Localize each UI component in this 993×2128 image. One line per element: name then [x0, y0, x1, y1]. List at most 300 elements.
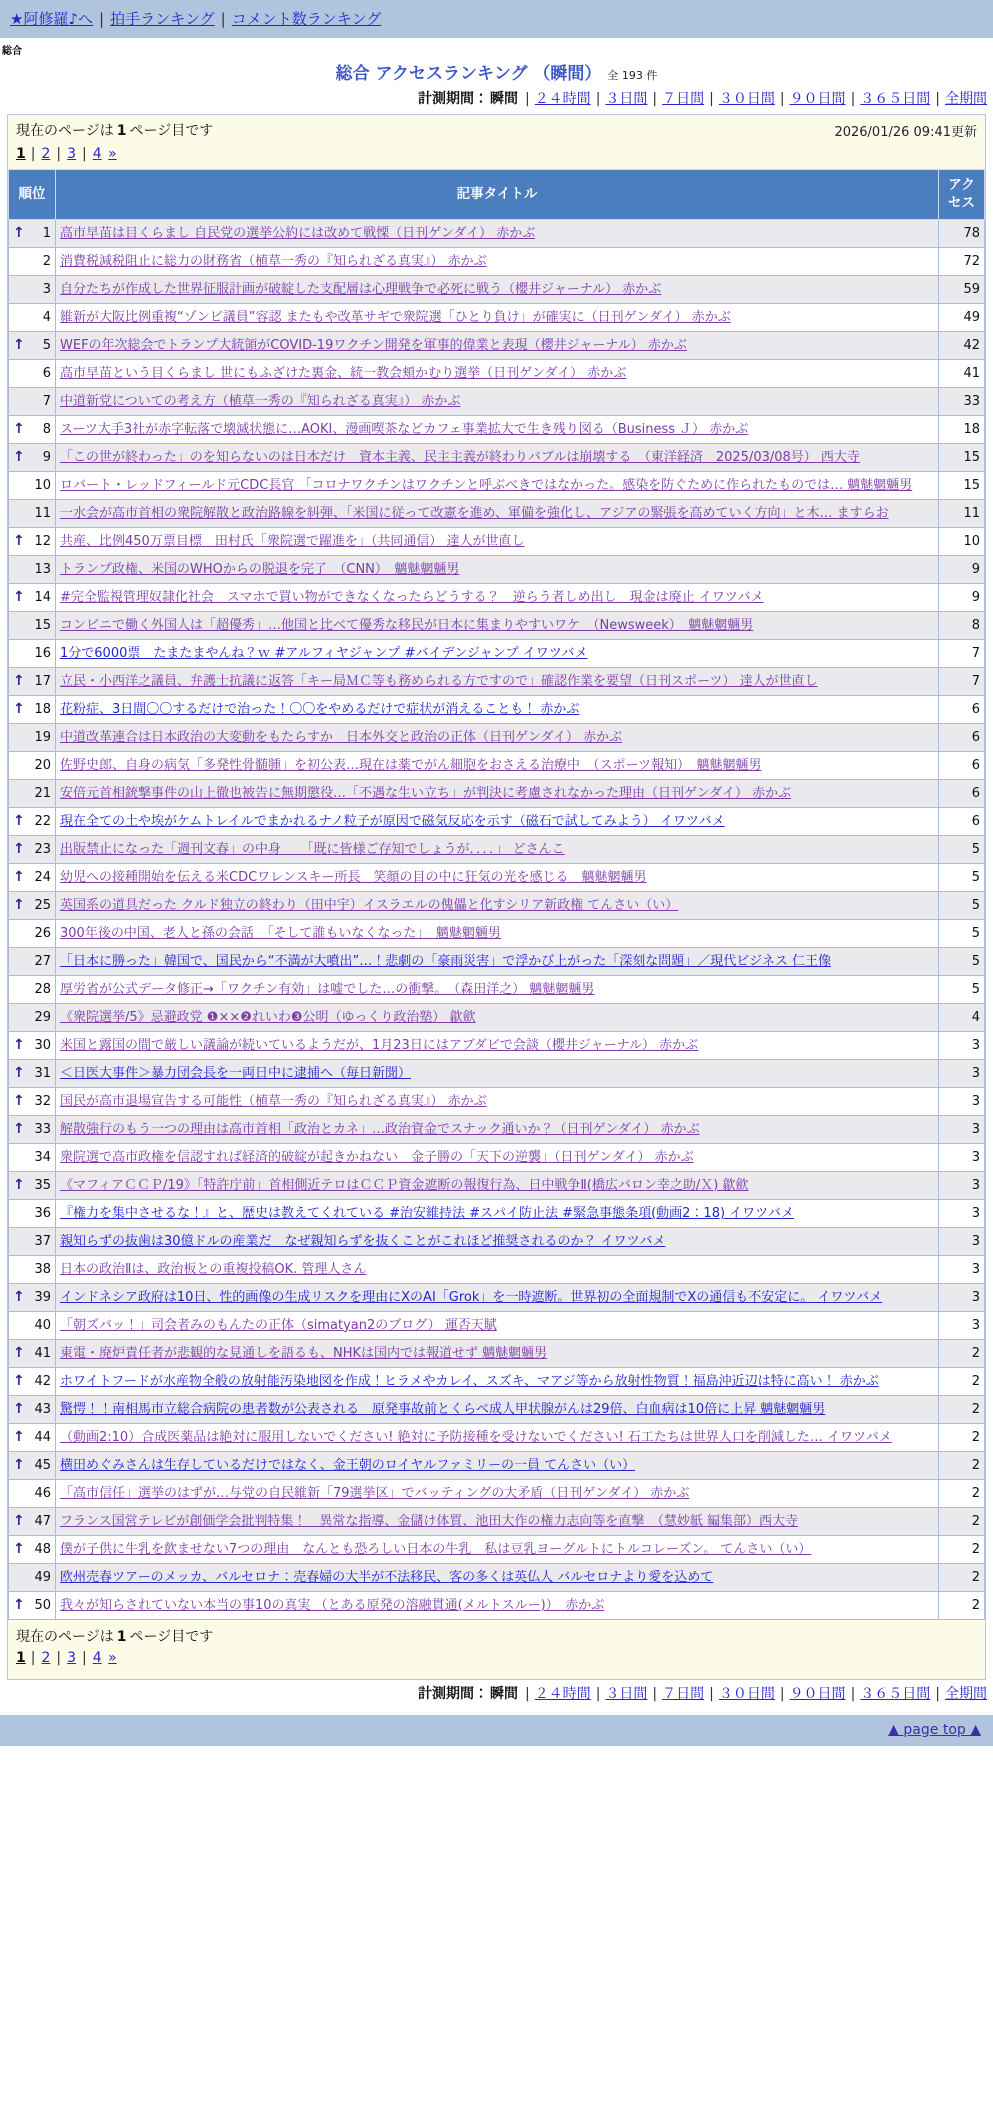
- access-count: 15: [939, 444, 985, 472]
- period-option-1[interactable]: ２４時間: [534, 91, 591, 107]
- rank-cell: [9, 220, 56, 248]
- title-cell: [56, 1536, 939, 1564]
- access-count: 3: [939, 1172, 985, 1200]
- period-option-6[interactable]: ３６５日間: [860, 91, 931, 107]
- pagination-page-4[interactable]: 4: [92, 1650, 102, 1667]
- article-link[interactable]: 中道新党についての考え方（植草一秀の『知られざる真実』） 赤かぶ: [60, 393, 461, 409]
- title-cell: [56, 836, 939, 864]
- title-cell: [56, 1424, 939, 1452]
- rank-cell: [9, 1116, 56, 1144]
- period-option-2[interactable]: ３日間: [605, 1686, 648, 1703]
- rank-up-arrow-icon: ↑: [13, 869, 25, 886]
- article-link[interactable]: 1分で6000票 たまたまやんね？ｗ #アルフィヤジャンプ #バイデンジャンプ イワツバメ: [60, 645, 588, 661]
- top-nav-bar: [0, 0, 993, 38]
- article-link[interactable]: 横田めぐみさんは生存しているだけではなく、金王朝のロイヤルファミリーの一員 てんさい（い）: [60, 1457, 636, 1473]
- access-count: 5: [939, 836, 985, 864]
- table-row: [9, 1564, 985, 1592]
- title-cell: [56, 472, 939, 500]
- pagination-page-2[interactable]: 2: [41, 146, 51, 162]
- rank-up-arrow-icon: ↑: [13, 1513, 25, 1530]
- period-option-2[interactable]: ３日間: [605, 91, 648, 107]
- table-row: [9, 1256, 985, 1284]
- rank-up-arrow-icon: ↑: [13, 1457, 25, 1474]
- rank-cell: [9, 1452, 56, 1480]
- rank-up-arrow-icon: ↑: [13, 1065, 25, 1082]
- title-cell: [56, 612, 939, 640]
- rank-cell: [9, 1508, 56, 1536]
- article-link[interactable]: 《マフィアＣＣＰ/19》「特許庁前」首相側近テロはＣＣＰ資金遮断の報復行為、日中戦争Ⅱ(橋広バロン幸之助/Ｘ) 歙歛: [60, 1177, 749, 1193]
- rank-up-arrow-icon: ↑: [13, 897, 25, 914]
- separator: |: [30, 146, 36, 162]
- separator: |: [935, 1686, 940, 1703]
- period-option-4[interactable]: ３０日間: [718, 91, 775, 107]
- title-cell: [56, 808, 939, 836]
- access-count: 2: [939, 1396, 985, 1424]
- title-cell: [56, 948, 939, 976]
- rank-cell: [9, 1228, 56, 1256]
- rank-cell: [9, 444, 56, 472]
- table-row: [9, 1032, 985, 1060]
- rank-number: 33: [34, 1122, 51, 1138]
- rank-up-arrow-icon: ↑: [13, 1401, 25, 1418]
- page-top-link[interactable]: ▲ page top ▲: [888, 1722, 981, 1739]
- rank-number: 1: [42, 226, 51, 242]
- title-cell: [56, 1564, 939, 1592]
- title-cell: [56, 1032, 939, 1060]
- period-option-4[interactable]: ３０日間: [718, 1686, 775, 1703]
- article-link[interactable]: 《衆院選挙/5》忌避政党 ❶××❷れいわ❸公明（ゆっくり政治塾） 歙歛: [60, 1009, 476, 1025]
- rank-number: 19: [34, 730, 51, 746]
- rank-cell: [9, 1256, 56, 1284]
- article-link[interactable]: コンビニで働く外国人は「超優秀」…他国と比べて優秀な移民が日本に集まりやすいワケ （Newsweek） 魑魅魍魎男: [60, 617, 754, 633]
- pagination-page-3[interactable]: 3: [67, 1650, 77, 1667]
- title-cell: [56, 1256, 939, 1284]
- rank-cell: [9, 528, 56, 556]
- rank-up-arrow-icon: ↑: [13, 673, 25, 690]
- rank-up-arrow-icon: ↑: [13, 449, 25, 466]
- rank-cell: [9, 1536, 56, 1564]
- rank-cell: [9, 1172, 56, 1200]
- article-link[interactable]: ＜日医大事件＞暴力団会長を一両日中に逮捕へ（毎日新聞）: [60, 1065, 412, 1081]
- rank-cell: [9, 1592, 56, 1620]
- updated-timestamp: 2026/01/26 09:41更新: [834, 124, 977, 140]
- article-link[interactable]: 高市早苗という目くらまし 世にもふざけた裏金、統一教会頬かむり選挙（日刊ゲンダイ） 赤かぶ: [60, 365, 627, 381]
- access-count: 3: [939, 1032, 985, 1060]
- table-row: [9, 1340, 985, 1368]
- table-row: [9, 528, 985, 556]
- top-nav-link-3[interactable]: コメント数ランキング: [231, 10, 382, 28]
- breadcrumb: 総合: [2, 46, 22, 57]
- access-count: 2: [939, 1368, 985, 1396]
- table-row: [9, 1060, 985, 1088]
- title-cell: [56, 1200, 939, 1228]
- access-count: 2: [939, 1452, 985, 1480]
- access-count: 49: [939, 304, 985, 332]
- title-cell: [56, 1144, 939, 1172]
- period-current: 瞬間: [489, 1686, 518, 1703]
- access-count: 15: [939, 472, 985, 500]
- rank-number: 45: [34, 1458, 51, 1474]
- table-row: [9, 948, 985, 976]
- rank-number: 23: [34, 842, 51, 858]
- period-option-7[interactable]: 全期間: [945, 1686, 987, 1703]
- table-row: [9, 1144, 985, 1172]
- title-cell: [56, 220, 939, 248]
- separator: |: [652, 1686, 658, 1703]
- separator: |: [56, 1650, 62, 1667]
- period-option-3[interactable]: ７日間: [662, 91, 705, 107]
- rank-number: 31: [34, 1066, 51, 1082]
- rank-number: 14: [34, 590, 51, 606]
- table-row: [9, 1508, 985, 1536]
- rank-up-arrow-icon: ↑: [13, 813, 25, 830]
- rank-cell: [9, 416, 56, 444]
- title-cell: [56, 1172, 939, 1200]
- separator: |: [595, 91, 601, 107]
- title-cell: [56, 976, 939, 1004]
- article-link[interactable]: フランス国営テレビが創価学会批判特集！ 異常な指導、金儲け体質、池田大作の権力志向等を直撃 （慧妙紙 編集部）西大寺: [60, 1513, 798, 1529]
- access-count: 3: [939, 1144, 985, 1172]
- page-info-prefix: 現在のページは: [16, 123, 114, 139]
- separator: |: [220, 10, 226, 28]
- period-option-3[interactable]: ７日間: [662, 1686, 705, 1703]
- article-link[interactable]: ホワイトフードが水産物全般の放射能汚染地図を作成！ヒラメやカレイ、スズキ、マアジ等から放射性物質！福島沖近辺は特に高い！ 赤かぶ: [60, 1373, 879, 1389]
- rank-cell: [9, 724, 56, 752]
- ranking-table: [8, 169, 985, 1620]
- rank-cell: [9, 1060, 56, 1088]
- title-cell: [56, 640, 939, 668]
- article-link[interactable]: 親知らずの抜歯は30億ドルの産業だ なぜ親知らずを抜くことがこれほど推奨されるのか？ イワツバメ: [60, 1233, 666, 1249]
- rank-number: 35: [34, 1178, 51, 1194]
- rank-number: 5: [42, 338, 51, 354]
- period-option-6[interactable]: ３６５日間: [860, 1686, 931, 1703]
- article-link[interactable]: 花粉症、3日間〇〇するだけで治った！〇〇をやめるだけで症状が消えることも！ 赤かぶ: [60, 701, 580, 717]
- rank-number: 13: [34, 562, 51, 578]
- pagination-next[interactable]: »: [108, 146, 117, 162]
- table-row: [9, 1452, 985, 1480]
- table-row: [9, 1396, 985, 1424]
- rank-cell: [9, 780, 56, 808]
- rank-up-arrow-icon: ↑: [13, 701, 25, 718]
- article-link[interactable]: 「朝ズバッ！」司会者みのもんたの正体（simatyan2のブログ） 運否天賦: [60, 1317, 497, 1333]
- rank-number: 32: [34, 1094, 51, 1110]
- rank-cell: [9, 920, 56, 948]
- rank-number: 18: [34, 702, 51, 718]
- table-row: [9, 1368, 985, 1396]
- access-count: 6: [939, 696, 985, 724]
- rank-number: 36: [34, 1206, 51, 1222]
- table-row: [9, 668, 985, 696]
- article-link[interactable]: 維新が大阪比例重複“ゾンビ議員”容認 またもや改革サギで衆院選「ひとり負け」が確実に（日刊ゲンダイ） 赤かぶ: [60, 309, 731, 325]
- rank-up-arrow-icon: ↑: [13, 1037, 25, 1054]
- page-info-bottom: 現在のページは 1 ページ目です: [16, 1629, 214, 1646]
- table-row: [9, 808, 985, 836]
- article-link[interactable]: 中道改革連合は日本政治の大変動をもたらすか 日本外交と政治の正体（日刊ゲンダイ） 赤かぶ: [60, 729, 623, 745]
- article-link[interactable]: トランプ政権、米国のWHOからの脱退を完了 （CNN） 魑魅魍魎男: [60, 561, 460, 577]
- article-link[interactable]: 「高市信任」選挙のはずが…与党の自民維新「79選挙区」でバッティングの大矛盾（日刊ゲンダイ） 赤かぶ: [60, 1485, 690, 1501]
- table-row: [9, 892, 985, 920]
- pagination-page-2[interactable]: 2: [41, 1650, 51, 1667]
- title-line: [0, 59, 993, 84]
- table-row: [9, 1088, 985, 1116]
- article-link[interactable]: 立民・小西洋之議員、弁護士抗議に返答「キー局ＭＣ等も務められる方ですので」確認作業を要望（日刊スポーツ） 達人が世直し: [60, 673, 818, 689]
- access-count: 2: [939, 1536, 985, 1564]
- pagination-page-3[interactable]: 3: [67, 146, 77, 162]
- article-link[interactable]: 現在全ての土や埃がケムトレイルでまかれるナノ粒子が原因で磁気反応を示す（磁石で試してみよう） イワツバメ: [60, 813, 725, 829]
- table-row: [9, 556, 985, 584]
- article-link[interactable]: 驚愕！！南相馬市立総合病院の患者数が公表される 原発事故前とくらべ成人甲状腺がんは29倍、白血病は10倍に上昇 魑魅魍魎男: [60, 1401, 826, 1417]
- table-row: [9, 864, 985, 892]
- table-row: [9, 1424, 985, 1452]
- article-link[interactable]: 「この世が終わった」のを知らないのは日本だけ 資本主義、民主主義が終わりバブルは崩壊する （東洋経済 2025/03/08号） 西大寺: [60, 449, 860, 465]
- article-link[interactable]: 英国系の道具だった クルド独立の終わり（田中宇）イスラエルの傀儡と化すシリア新政権 てんさい（い）: [60, 897, 679, 913]
- table-row: [9, 780, 985, 808]
- table-row: [9, 836, 985, 864]
- rank-number: 38: [34, 1262, 51, 1278]
- title-cell: [56, 1340, 939, 1368]
- article-link[interactable]: 東電・廃炉責任者が悲観的な見通しを語るも、NHKは国内では報道せず 魑魅魍魎男: [60, 1345, 548, 1361]
- article-link[interactable]: スーツ大手3社が赤字転落で壊滅状態に…AOKI、漫画喫茶などカフェ事業拡大で生き残り図る（Business Ｊ） 赤かぶ: [60, 421, 749, 437]
- rank-cell: [9, 248, 56, 276]
- title-cell: [56, 584, 939, 612]
- rank-number: 40: [34, 1318, 51, 1334]
- table-row: [9, 1284, 985, 1312]
- rank-number: 42: [34, 1374, 51, 1390]
- access-count: 9: [939, 584, 985, 612]
- table-row: [9, 220, 985, 248]
- pagination-page-4[interactable]: 4: [92, 146, 102, 162]
- rank-cell: [9, 1340, 56, 1368]
- table-row: [9, 248, 985, 276]
- article-link[interactable]: 一水会が高市首相の衆院解散と政治路線を糾弾、「米国に従って改憲を進め、軍備を強化し、アジアの緊張を高めていく方向」と木… ますらお: [60, 505, 889, 521]
- pagination-current-page: 1: [16, 1650, 26, 1667]
- article-link[interactable]: 安倍元首相銃撃事件の山上徹也被告に無期懲役…「不遇な生い立ち」が判決に考慮されなかった理由（日刊ゲンダイ） 赤かぶ: [60, 785, 792, 801]
- rank-number: 28: [34, 982, 51, 998]
- title-cell: [56, 1508, 939, 1536]
- table-row: [9, 360, 985, 388]
- period-selector-bottom: [0, 1680, 993, 1707]
- article-link[interactable]: #完全監視管理奴隷化社会 スマホで買い物ができなくなったらどうする？ 逆らう者しめ出し 現金は廃止 イワツバメ: [60, 589, 764, 605]
- pagination-next[interactable]: »: [108, 1650, 117, 1667]
- rank-number: 49: [34, 1570, 51, 1586]
- rank-up-arrow-icon: ↑: [13, 1289, 25, 1306]
- rank-up-arrow-icon: ↑: [13, 1597, 25, 1614]
- article-link[interactable]: 佐野史郎、自身の病気「多発性骨髄腫」を初公表…現在は薬でがん細胞をおさえる治療中 （スポーツ報知） 魑魅魍魎男: [60, 757, 762, 773]
- separator: |: [709, 1686, 714, 1703]
- title-cell: [56, 1480, 939, 1508]
- access-count: 2: [939, 1564, 985, 1592]
- rank-cell: [9, 388, 56, 416]
- separator: |: [779, 91, 785, 107]
- table-row: [9, 1592, 985, 1620]
- period-option-5[interactable]: ９０日間: [789, 91, 846, 107]
- rank-cell: [9, 1564, 56, 1592]
- table-row: [9, 752, 985, 780]
- access-count: 2: [939, 1424, 985, 1452]
- top-nav-link-1[interactable]: ★阿修羅♪へ: [10, 10, 94, 28]
- rank-number: 20: [34, 758, 51, 774]
- pagination-top: [8, 142, 985, 169]
- access-count: 2: [939, 1592, 985, 1620]
- access-count: 3: [939, 1256, 985, 1284]
- article-link[interactable]: 共産、比例450万票目標 田村氏「衆院選で躍進を」（共同通信） 達人が世直し: [60, 533, 525, 549]
- rank-number: 47: [34, 1514, 51, 1530]
- top-nav-links: [10, 10, 381, 28]
- article-link[interactable]: 高市早苗は目くらまし 自民党の選挙公約には改めて戦慄（日刊ゲンダイ） 赤かぶ: [60, 225, 536, 241]
- separator: |: [56, 146, 62, 162]
- table-row: [9, 304, 985, 332]
- period-label: 計測期間：: [417, 91, 488, 107]
- access-count: 2: [939, 1480, 985, 1508]
- title-cell: [56, 360, 939, 388]
- rank-cell: [9, 892, 56, 920]
- rank-number: 29: [34, 1010, 51, 1026]
- article-link[interactable]: 欧州売春ツアーのメッカ、バルセロナ：売春婦の大半が不法移民、客の多くは英仏人 バルセロナより愛を込めて: [60, 1569, 714, 1585]
- period-option-5[interactable]: ９０日間: [789, 1686, 846, 1703]
- article-link[interactable]: 300年後の中国、老人と孫の会話 「そして誰もいなくなった」 魑魅魍魎男: [60, 925, 501, 941]
- title-cell: [56, 1452, 939, 1480]
- rank-number: 9: [42, 450, 51, 466]
- rank-number: 43: [34, 1402, 51, 1418]
- table-row: [9, 276, 985, 304]
- rank-number: 3: [42, 282, 51, 298]
- rank-cell: [9, 304, 56, 332]
- rank-number: 37: [34, 1234, 51, 1250]
- rank-up-arrow-icon: ↑: [13, 1345, 25, 1362]
- period-option-7[interactable]: 全期間: [945, 91, 987, 107]
- access-count: 6: [939, 724, 985, 752]
- title-cell: [56, 1228, 939, 1256]
- rank-up-arrow-icon: ↑: [13, 225, 25, 242]
- title-cell: [56, 1004, 939, 1032]
- rank-cell: [9, 1424, 56, 1452]
- separator: |: [709, 91, 714, 107]
- top-nav-link-2[interactable]: 拍手ランキング: [110, 10, 215, 28]
- rank-up-arrow-icon: ↑: [13, 337, 25, 354]
- title-cell: [56, 696, 939, 724]
- rank-up-arrow-icon: ↑: [13, 1093, 25, 1110]
- rank-cell: [9, 1032, 56, 1060]
- table-row: [9, 1172, 985, 1200]
- article-link[interactable]: 日本の政治Ⅱは、政治板との重複投稿OK. 管理人さん: [60, 1261, 367, 1277]
- access-count: 6: [939, 780, 985, 808]
- article-link[interactable]: 国民が高市退場宣告する可能性（植草一秀の『知られざる真実』） 赤かぶ: [60, 1093, 487, 1109]
- rank-number: 46: [34, 1486, 51, 1502]
- access-count: 5: [939, 920, 985, 948]
- title-cell: [56, 332, 939, 360]
- rank-number: 27: [34, 954, 51, 970]
- table-row: [9, 1536, 985, 1564]
- column-header-title: 記事タイトル: [56, 170, 939, 220]
- title-cell: [56, 864, 939, 892]
- rank-number: 12: [34, 534, 51, 550]
- separator: |: [99, 10, 105, 28]
- article-link[interactable]: 「日本に勝った」韓国で、国民から“不満が大噴出”…！悲劇の「豪雨災害」で浮かび上がった「深刻な問題」／現代ビジネス 仁王像: [60, 953, 831, 969]
- access-count: 5: [939, 976, 985, 1004]
- article-link[interactable]: 米国と露国の間で厳しい議論が続いているようだが、1月23日にはアブダビで会談（櫻井ジャーナル） 赤かぶ: [60, 1037, 699, 1053]
- title-cell: [56, 780, 939, 808]
- article-link[interactable]: 『権力を集中させるな！』と、歴史は教えてくれている #治安維持法 #スパイ防止法 #緊急事態条項(動画2：18) イワツバメ: [60, 1205, 794, 1221]
- table-row: [9, 1228, 985, 1256]
- title-cell: [56, 1312, 939, 1340]
- access-count: 9: [939, 556, 985, 584]
- article-link[interactable]: 自分たちが作成した世界征服計画が破綻した支配層は心理戦争で必死に戦う（櫻井ジャーナル） 赤かぶ: [60, 281, 662, 297]
- pagination-bottom: [8, 1646, 985, 1673]
- rank-up-arrow-icon: ↑: [13, 1429, 25, 1446]
- table-row: [9, 724, 985, 752]
- rank-cell: [9, 472, 56, 500]
- rank-cell: [9, 1200, 56, 1228]
- article-link[interactable]: 幼児への接種開始を伝える米CDCワレンスキー所長 笑顔の目の中に狂気の光を感じる 魑魅魍魎男: [60, 869, 647, 885]
- rank-up-arrow-icon: ↑: [13, 841, 25, 858]
- rank-number: 2: [42, 254, 51, 270]
- article-link[interactable]: インドネシア政府は10日、性的画像の生成リスクを理由にXのAI「Grok」を一時遮断。世界初の全面規制でXの通信も不安定に。 イワツバメ: [60, 1289, 883, 1305]
- title-cell: [56, 444, 939, 472]
- title-cell: [56, 388, 939, 416]
- table-row: [9, 696, 985, 724]
- title-cell: [56, 724, 939, 752]
- title-cell: [56, 1592, 939, 1620]
- article-link[interactable]: 我々が知らされていない本当の事10の真実 （とある原発の溶融貫通(メルトスルー)） 赤かぶ: [60, 1597, 605, 1613]
- access-count: 3: [939, 1312, 985, 1340]
- table-row: [9, 1116, 985, 1144]
- table-row: [9, 472, 985, 500]
- period-selector-top: [0, 85, 993, 112]
- page-info-suffix: ページ目です: [129, 123, 214, 139]
- rank-cell: [9, 360, 56, 388]
- title-cell: [56, 1116, 939, 1144]
- rank-cell: [9, 808, 56, 836]
- article-link[interactable]: 厚労省が公式データ修正→「ワクチン有効」は嘘でした…の衝撃。 （森田洋之） 魑魅魍魎男: [60, 981, 595, 997]
- table-row: [9, 584, 985, 612]
- access-count: 33: [939, 388, 985, 416]
- article-link[interactable]: 衆院選で高市政権を信認すれば経済的破綻が起きかねない 金子勝の「天下の逆襲」（日刊ゲンダイ） 赤かぶ: [60, 1149, 694, 1165]
- rank-cell: [9, 640, 56, 668]
- article-link[interactable]: WEFの年次総会でトランプ大統領がCOVID-19ワクチン開発を軍事的偉業と表現（櫻井ジャーナル） 赤かぶ: [60, 337, 687, 353]
- separator: |: [524, 1686, 530, 1703]
- rank-cell: [9, 864, 56, 892]
- article-link[interactable]: （動画2:10）合成医薬品は絶対に服用しないでください! 絶対に予防接種を受けないでください! 石工たちは世界人口を削減した… イワツバメ: [60, 1429, 892, 1445]
- pagination-current-page: 1: [16, 146, 26, 162]
- article-link[interactable]: 出版禁止になった「週刊文春」の中身 「既に皆様ご存知でしょうが．．．．」 どさんこ: [60, 841, 565, 857]
- rank-number: 15: [34, 618, 51, 634]
- rank-cell: [9, 948, 56, 976]
- table-row: [9, 332, 985, 360]
- article-link[interactable]: ロバート・レッドフィールド元CDC長官 「コロナワクチンはワクチンと呼ぶべきではなかった。感染を防ぐために作られたものでは… 魑魅魍魎男: [60, 477, 913, 493]
- rank-number: 50: [34, 1598, 51, 1614]
- article-link[interactable]: 消費税減税阻止に総力の財務省（植草一秀の『知られざる真実』） 赤かぶ: [60, 253, 487, 269]
- article-link[interactable]: 解散強行のもう一つの理由は高市首相「政治とカネ」…政治資金でスナック通いか？（日刊ゲンダイ） 赤かぶ: [60, 1121, 700, 1137]
- rank-cell: [9, 1368, 56, 1396]
- page-info-number: 1: [116, 123, 127, 139]
- access-count: 10: [939, 528, 985, 556]
- access-count: 42: [939, 332, 985, 360]
- table-row: [9, 500, 985, 528]
- rank-number: 39: [34, 1290, 51, 1306]
- rank-number: 48: [34, 1542, 51, 1558]
- rank-cell: [9, 332, 56, 360]
- rank-cell: [9, 1284, 56, 1312]
- period-option-1[interactable]: ２４時間: [534, 1686, 591, 1703]
- title-cell: [56, 500, 939, 528]
- table-row: [9, 1200, 985, 1228]
- rank-cell: [9, 1004, 56, 1032]
- rank-up-arrow-icon: ↑: [13, 1373, 25, 1390]
- rank-up-arrow-icon: ↑: [13, 533, 25, 550]
- access-count: 5: [939, 892, 985, 920]
- article-link[interactable]: 僕が子供に牛乳を飲ませない7つの理由 なんとも恐ろしい日本の牛乳 私は豆乳ヨーグルトにトルコレーズン。 てんさい（い）: [60, 1541, 812, 1557]
- table-row: [9, 976, 985, 1004]
